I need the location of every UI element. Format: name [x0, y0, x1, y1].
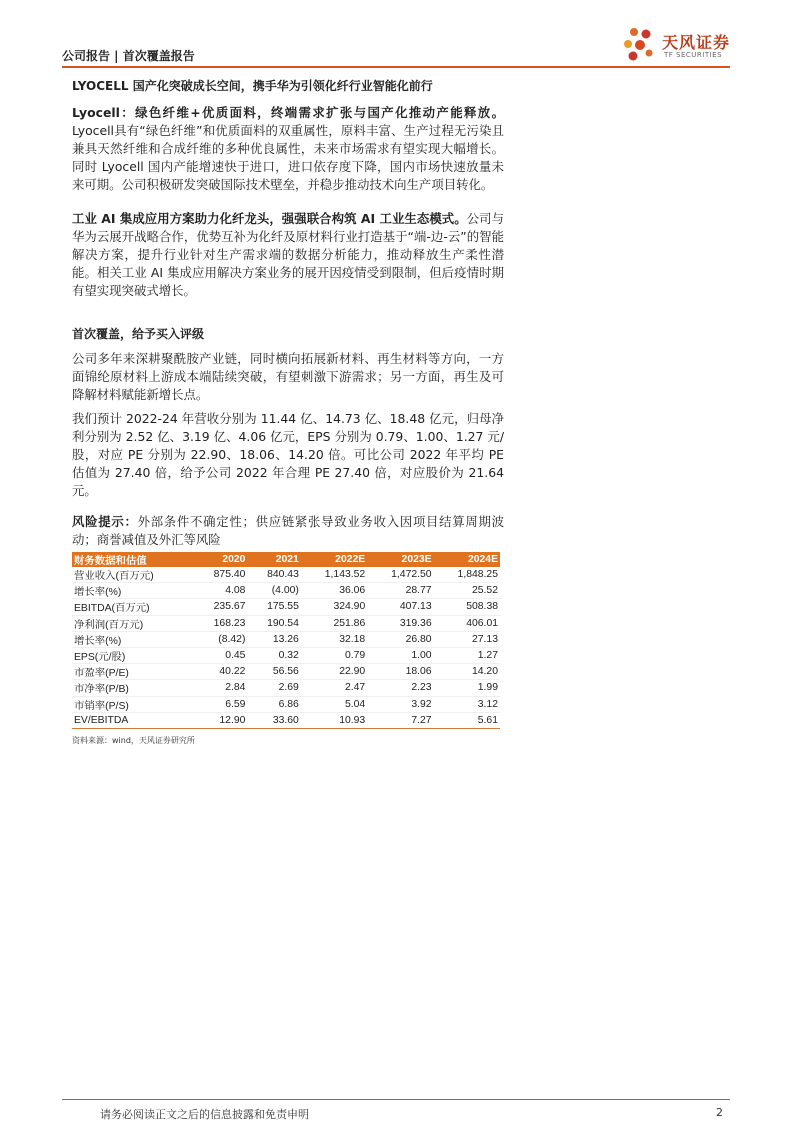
logo-name: 天风证券 [662, 33, 731, 52]
table-row-label: 增长率(%) [72, 631, 194, 647]
footer-divider [62, 1099, 730, 1100]
table-cell: 7.27 [367, 712, 433, 728]
table-cell: (8.42) [194, 631, 247, 647]
table-cell: 2.69 [247, 680, 300, 696]
table-cell: 324.90 [301, 599, 367, 615]
table-row-label: 市销率(P/S) [72, 696, 194, 712]
table-cell: 1,848.25 [434, 567, 500, 583]
rating-paragraph-1: 公司多年来深耕聚酰胺产业链，同时横向拓展新材料、再生材料等方向，一方面锦纶原材料上游成本端陆续突破，有望刺激下游需求；另一方面，再生及可降解材料赋能新增长点。 [72, 351, 504, 402]
table-header-cell: 财务数据和估值 [72, 552, 194, 567]
footer-disclaimer: 请务必阅读正文之后的信息披露和免责申明 [100, 1108, 309, 1121]
table-header-cell: 2020 [194, 552, 247, 567]
table-cell: 6.86 [247, 696, 300, 712]
table-row [72, 631, 500, 647]
table-header-cell: 2024E [434, 552, 500, 567]
table-header-row [72, 552, 500, 567]
table-cell: 2.47 [301, 680, 367, 696]
table-cell: 190.54 [247, 615, 300, 631]
table-cell: 2.84 [194, 680, 247, 696]
table-cell: 27.13 [434, 631, 500, 647]
tf-logo-icon [622, 26, 660, 64]
table-source: 资料来源：wind，天风证券研究所 [72, 736, 195, 745]
table-row [72, 567, 500, 583]
rating-section-title: 首次覆盖，给予买入评级 [72, 327, 205, 341]
table-cell: 6.59 [194, 696, 247, 712]
logo-subtitle: TF SECURITIES [664, 51, 723, 59]
rating-paragraph-2: 我们预计 2022-24 年营收分别为 11.44 亿、14.73 亿、18.48 亿元，归母净利分别为 2.52 亿、3.19 亿、4.06 亿元，EPS 分别为 0.79、1.00、1.27 元/股，对应 PE 分别为 22.90、18.06、14.20 倍。可比公司 2022 年平均 PE 估值为 27.40 倍，给予公司 2022 年合理 PE 27.40 倍，对应股价为 21.64 元。 [72, 411, 504, 498]
table-cell: 1.99 [434, 680, 500, 696]
table-row-label: EBITDA(百万元) [72, 599, 194, 615]
ai-body: 公司与华为云展开战略合作，优势互补为化纤及原材料行业打造基于“端-边-云”的智能解决方案，提升行业针对生产需求端的数据分析能力，推动释放生产柔性潜能。相关工业 AI 集成应用解决方案业务的展开因疫情受到限制，但后疫情时期有望实现突破式增长。 [72, 211, 505, 298]
table-row [72, 680, 500, 696]
table-row [72, 599, 500, 615]
financial-table [72, 552, 500, 729]
table-cell: 1,472.50 [367, 567, 433, 583]
table-row [72, 583, 500, 599]
table-row-label: EPS(元/股) [72, 647, 194, 663]
header-divider [62, 66, 730, 68]
ai-lead: 工业 AI 集成应用方案助力化纤龙头，强强联合构筑 AI 工业生态模式。 [72, 211, 467, 226]
table-row-label: 市净率(P/B) [72, 680, 194, 696]
table-cell: 175.55 [247, 599, 300, 615]
table-cell: 168.23 [194, 615, 247, 631]
table-row-label: 增长率(%) [72, 583, 194, 599]
table-cell: (4.00) [247, 583, 300, 599]
report-type-header: 公司报告 | 首次覆盖报告 [62, 49, 195, 63]
table-cell: 32.18 [301, 631, 367, 647]
table-cell: 508.38 [434, 599, 500, 615]
table-header-cell: 2022E [301, 552, 367, 567]
table-cell: 235.67 [194, 599, 247, 615]
table-row-label: 营业收入(百万元) [72, 567, 194, 583]
table-cell: 3.12 [434, 696, 500, 712]
table-cell: 22.90 [301, 664, 367, 680]
page-number: 2 [716, 1106, 723, 1119]
table-cell: 1.00 [367, 647, 433, 663]
table-cell: 5.04 [301, 696, 367, 712]
table-header-cell: 2023E [367, 552, 433, 567]
table-row [72, 712, 500, 728]
table-cell: 25.52 [434, 583, 500, 599]
table-row-label: EV/EBITDA [72, 712, 194, 728]
table-cell: 875.40 [194, 567, 247, 583]
table-body [72, 567, 500, 728]
table-cell: 0.45 [194, 647, 247, 663]
table-row [72, 615, 500, 631]
table-cell: 12.90 [194, 712, 247, 728]
risk-lead: 风险提示： [72, 514, 138, 529]
table-cell: 28.77 [367, 583, 433, 599]
table-cell: 18.06 [367, 664, 433, 680]
table-cell: 36.06 [301, 583, 367, 599]
risk-body: 外部条件不确定性；供应链紧张导致业务收入因项目结算周期波动；商誉减值及外汇等风险 [72, 514, 505, 547]
table-cell: 13.26 [247, 631, 300, 647]
table-cell: 407.13 [367, 599, 433, 615]
table-cell: 2.23 [367, 680, 433, 696]
table-cell: 0.79 [301, 647, 367, 663]
table-row [72, 647, 500, 663]
table-row [72, 664, 500, 680]
table-cell: 26.80 [367, 631, 433, 647]
risk-paragraph [72, 513, 504, 549]
ai-paragraph [72, 210, 504, 300]
table-cell: 406.01 [434, 615, 500, 631]
lyocell-body: Lyocell具有“绿色纤维”和优质面料的双重属性，原料丰富、生产过程无污染且兼具天然纤维和合成纤维的多种优良属性，未来市场需求有望实现大幅增长。同时 Lyocell 国内产能增速快于进口，进口依存度下降，国内市场快速放量未来可期。公司积极研发突破国际技术壁垒，并稳步推动技术向生产项目转化。 [72, 123, 504, 192]
table-cell: 10.93 [301, 712, 367, 728]
table-cell: 319.36 [367, 615, 433, 631]
lyocell-paragraph [72, 104, 504, 194]
table-cell: 5.61 [434, 712, 500, 728]
table-cell: 1.27 [434, 647, 500, 663]
table-row-label: 市盈率(P/E) [72, 664, 194, 680]
lyocell-lead: Lyocell：绿色纤维+优质面料，终端需求扩张与国产化推动产能释放。 [72, 105, 504, 120]
table-cell: 251.86 [301, 615, 367, 631]
table-cell: 0.32 [247, 647, 300, 663]
table-cell: 14.20 [434, 664, 500, 680]
table-cell: 33.60 [247, 712, 300, 728]
table-row-label: 净利润(百万元) [72, 615, 194, 631]
table-cell: 56.56 [247, 664, 300, 680]
table-header-cell: 2021 [247, 552, 300, 567]
table-row [72, 696, 500, 712]
table-cell: 40.22 [194, 664, 247, 680]
table-cell: 840.43 [247, 567, 300, 583]
table-cell: 1,143.52 [301, 567, 367, 583]
lyocell-section-title: LYOCELL 国产化突破成长空间，携手华为引领化纤行业智能化前行 [72, 79, 433, 93]
table-cell: 3.92 [367, 696, 433, 712]
table-cell: 4.08 [194, 583, 247, 599]
